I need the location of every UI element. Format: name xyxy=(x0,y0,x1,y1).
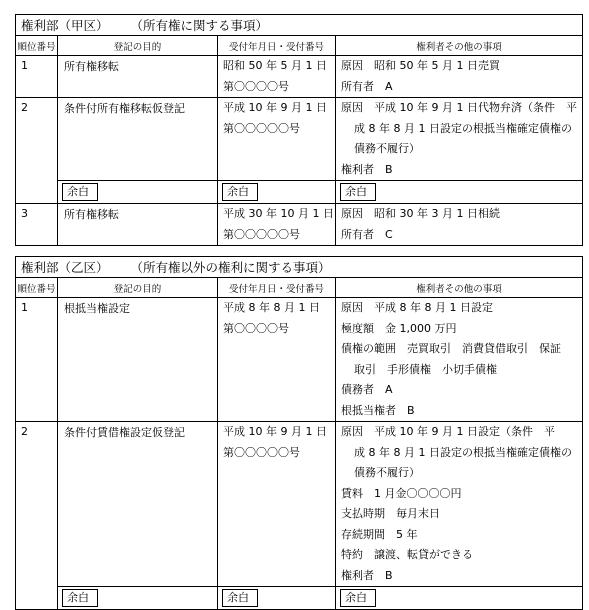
date-cell xyxy=(218,422,336,587)
receipt-number: 第〇〇〇〇〇号 xyxy=(223,227,300,241)
table-row xyxy=(16,56,583,98)
header-purpose: 登記の目的 xyxy=(58,278,218,298)
header-date-number: 受付年月日・受付番号 xyxy=(218,36,336,56)
details-cell xyxy=(336,298,583,422)
blank-marker: 余白 xyxy=(222,589,258,607)
rank-cell xyxy=(16,298,58,422)
registration-purpose: 条件付賃借権設定仮登記 xyxy=(64,426,185,439)
receipt-date: 平成 10 年 9 月 1 日 xyxy=(223,425,327,438)
detail-line: 原因 平成 10 年 9 月 1 日代物弁済（条件 平 xyxy=(341,101,577,114)
receipt-date: 昭和 50 年 5 月 1 日 xyxy=(223,59,327,72)
rank-number: 1 xyxy=(21,59,28,72)
blank-row xyxy=(16,587,583,610)
registration-purpose: 条件付所有権移転仮登記 xyxy=(64,102,185,115)
detail-line: 債権の範囲 売買取引 消費貸借取引 保証 xyxy=(341,342,561,355)
header-date-number: 受付年月日・受付番号 xyxy=(218,278,336,298)
register-section-otsu xyxy=(15,256,582,610)
purpose-cell xyxy=(58,98,218,181)
blank-cell xyxy=(218,181,336,204)
detail-line: 支払時期 毎月末日 xyxy=(341,507,440,520)
detail-line: 所有者 A xyxy=(341,79,393,93)
table-row xyxy=(16,204,583,246)
section-subtitle: （所有権に関する事項） xyxy=(130,18,269,33)
blank-row xyxy=(16,181,583,204)
details-cell xyxy=(336,56,583,98)
section-subtitle: （所有権以外の権利に関する事項） xyxy=(130,260,331,275)
receipt-number: 第〇〇〇〇〇号 xyxy=(223,445,300,459)
rank-number: 3 xyxy=(21,207,28,220)
detail-line: 原因 平成 8 年 8 月 1 日設定 xyxy=(341,301,493,314)
purpose-cell xyxy=(58,56,218,98)
blank-cell xyxy=(58,181,218,204)
detail-line: 債務不履行） xyxy=(354,142,420,155)
detail-line: 存続期間 5 年 xyxy=(341,527,418,541)
registration-purpose: 根抵当権設定 xyxy=(64,302,130,315)
table-row xyxy=(16,422,583,587)
rank-number: 2 xyxy=(21,101,28,114)
header-details: 権利者その他の事項 xyxy=(336,36,583,56)
date-cell xyxy=(218,204,336,246)
table-row xyxy=(16,298,583,422)
section-title-row xyxy=(16,15,583,36)
blank-cell xyxy=(336,181,583,204)
receipt-number: 第〇〇〇〇〇号 xyxy=(223,121,300,135)
rank-cell xyxy=(16,422,58,610)
blank-cell xyxy=(336,587,583,610)
header-rank: 順位番号 xyxy=(16,278,58,298)
register-table-kou xyxy=(15,14,583,246)
purpose-cell xyxy=(58,204,218,246)
details-cell xyxy=(336,204,583,246)
detail-line: 債務不履行） xyxy=(354,466,420,479)
detail-line: 債務者 A xyxy=(341,383,393,396)
receipt-number: 第〇〇〇〇号 xyxy=(223,79,289,93)
blank-cell xyxy=(58,587,218,610)
date-cell xyxy=(218,98,336,181)
rank-number: 1 xyxy=(21,301,28,314)
blank-marker: 余白 xyxy=(62,589,98,607)
table-header-row xyxy=(16,278,583,298)
details-cell xyxy=(336,98,583,181)
section-title: 権利部（乙区） xyxy=(21,260,109,275)
registration-purpose: 所有権移転 xyxy=(64,208,119,221)
detail-line: 原因 昭和 50 年 5 月 1 日売買 xyxy=(341,59,500,72)
registration-purpose: 所有権移転 xyxy=(64,60,119,73)
detail-line: 権利者 B xyxy=(341,568,393,582)
rank-cell xyxy=(16,56,58,98)
detail-line: 根抵当権者 B xyxy=(341,403,415,417)
rank-cell xyxy=(16,98,58,204)
blank-cell xyxy=(218,587,336,610)
details-cell xyxy=(336,422,583,587)
rank-cell xyxy=(16,204,58,246)
register-section-kou xyxy=(15,14,582,246)
detail-line: 所有者 C xyxy=(341,227,393,241)
receipt-date: 平成 8 年 8 月 1 日 xyxy=(223,301,320,314)
detail-line: 極度額 金 1,000 万円 xyxy=(341,321,457,335)
register-table-otsu xyxy=(15,256,583,610)
section-title: 権利部（甲区） xyxy=(21,18,109,33)
detail-line: 原因 昭和 30 年 3 月 1 日相続 xyxy=(341,207,500,220)
detail-line: 原因 平成 10 年 9 月 1 日設定（条件 平 xyxy=(341,425,555,438)
receipt-number: 第〇〇〇〇号 xyxy=(223,321,289,335)
blank-marker: 余白 xyxy=(62,183,98,201)
blank-marker: 余白 xyxy=(222,183,258,201)
receipt-date: 平成 10 年 9 月 1 日 xyxy=(223,101,327,114)
detail-line: 賃料 1 月金〇〇〇〇円 xyxy=(341,486,462,500)
header-rank: 順位番号 xyxy=(16,36,58,56)
rank-number: 2 xyxy=(21,425,28,438)
detail-line: 取引 手形債権 小切手債権 xyxy=(354,362,497,376)
detail-line: 権利者 B xyxy=(341,162,393,176)
purpose-cell xyxy=(58,422,218,587)
receipt-date: 平成 30 年 10 月 1 日 xyxy=(223,207,334,220)
purpose-cell xyxy=(58,298,218,422)
date-cell xyxy=(218,56,336,98)
detail-line: 成 8 年 8 月 1 日設定の根抵当権確定債権の xyxy=(354,121,572,135)
date-cell xyxy=(218,298,336,422)
header-purpose: 登記の目的 xyxy=(58,36,218,56)
blank-marker: 余白 xyxy=(340,589,376,607)
detail-line: 成 8 年 8 月 1 日設定の根抵当権確定債権の xyxy=(354,445,572,459)
detail-line: 特約 譲渡、転貸ができる xyxy=(341,548,473,561)
section-title-row xyxy=(16,257,583,278)
blank-marker: 余白 xyxy=(340,183,376,201)
table-row xyxy=(16,98,583,181)
header-details: 権利者その他の事項 xyxy=(336,278,583,298)
table-header-row xyxy=(16,36,583,56)
